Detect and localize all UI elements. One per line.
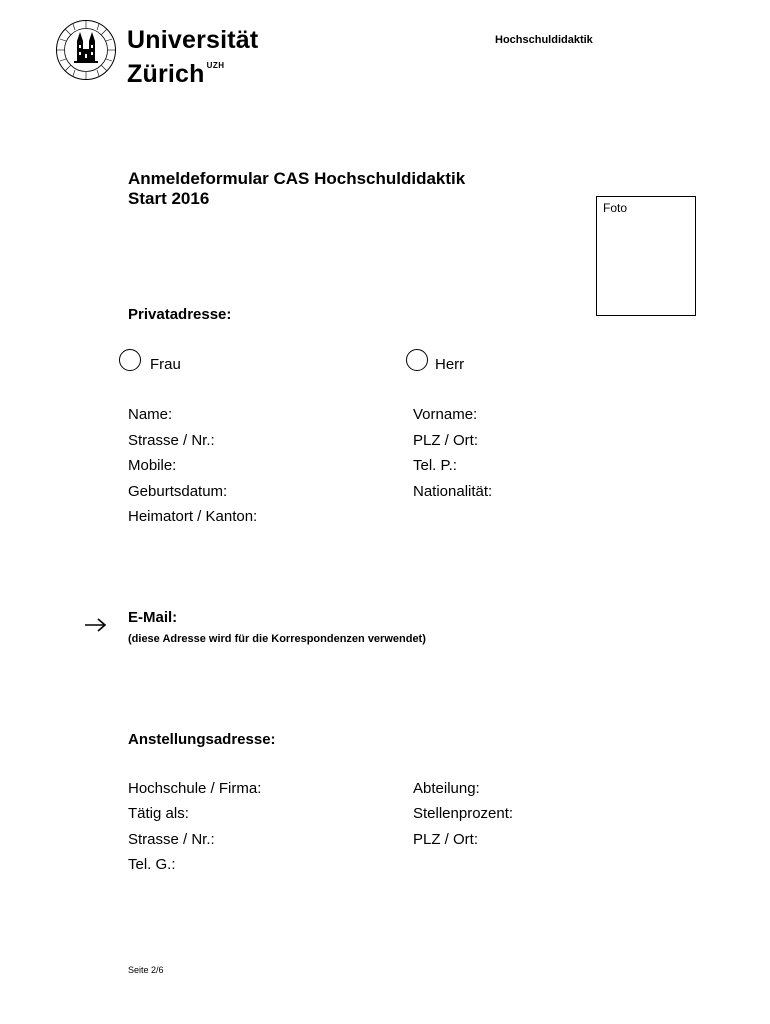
field-nationalitaet: Nationalität: — [413, 483, 493, 500]
email-note: (diese Adresse wird für die Korrespondenzen verwendet) — [128, 633, 426, 645]
field-stellenprozent: Stellenprozent: — [413, 805, 514, 822]
field-work-strasse: Strasse / Nr.: — [128, 831, 215, 848]
photo-label: Foto — [603, 201, 628, 215]
form-title-line1: Anmeldeformular CAS Hochschuldidaktik — [128, 169, 466, 188]
field-geburtsdatum: Geburtsdatum: — [128, 483, 228, 500]
university-name-line2: Zürich $^{UZH}$ — [127, 60, 225, 88]
field-strasse: Strasse / Nr.: — [128, 432, 215, 449]
university-name-line1: Universität — [127, 26, 259, 54]
uzh-suffix: UZH — [206, 61, 225, 70]
field-name: Name: — [128, 406, 173, 423]
field-tel-p: Tel. P.: — [413, 457, 457, 474]
email-heading: E-Mail: — [128, 609, 178, 626]
field-work-plz-ort: PLZ / Ort: — [413, 831, 479, 848]
department-name: Hochschuldidaktik — [495, 34, 593, 46]
form-title — [128, 169, 465, 209]
field-mobile: Mobile: — [128, 457, 177, 474]
photo-box[interactable] — [596, 196, 696, 316]
form-title-line2: Start 2016 — [128, 189, 210, 208]
field-abteilung: Abteilung: — [413, 780, 480, 797]
employment-address-heading: Anstellungsadresse: — [128, 731, 276, 748]
field-plz-ort: PLZ / Ort: — [413, 432, 479, 449]
radio-herr[interactable] — [406, 349, 428, 371]
field-vorname: Vorname: — [413, 406, 478, 423]
radio-herr-label: Herr — [435, 356, 465, 373]
arrow-right-icon — [84, 616, 108, 632]
field-tel-g: Tel. G.: — [128, 856, 176, 873]
radio-frau[interactable] — [119, 349, 141, 371]
private-address-heading: Privatadresse: — [128, 306, 232, 323]
page-number: Seite 2/6 — [128, 965, 164, 975]
university-name — [127, 27, 258, 87]
field-heimatort: Heimatort / Kanton: — [128, 508, 258, 525]
university-seal-icon — [55, 19, 117, 81]
field-taetig-als: Tätig als: — [128, 805, 189, 822]
radio-frau-label: Frau — [150, 356, 181, 373]
field-hochschule-firma: Hochschule / Firma: — [128, 780, 262, 797]
